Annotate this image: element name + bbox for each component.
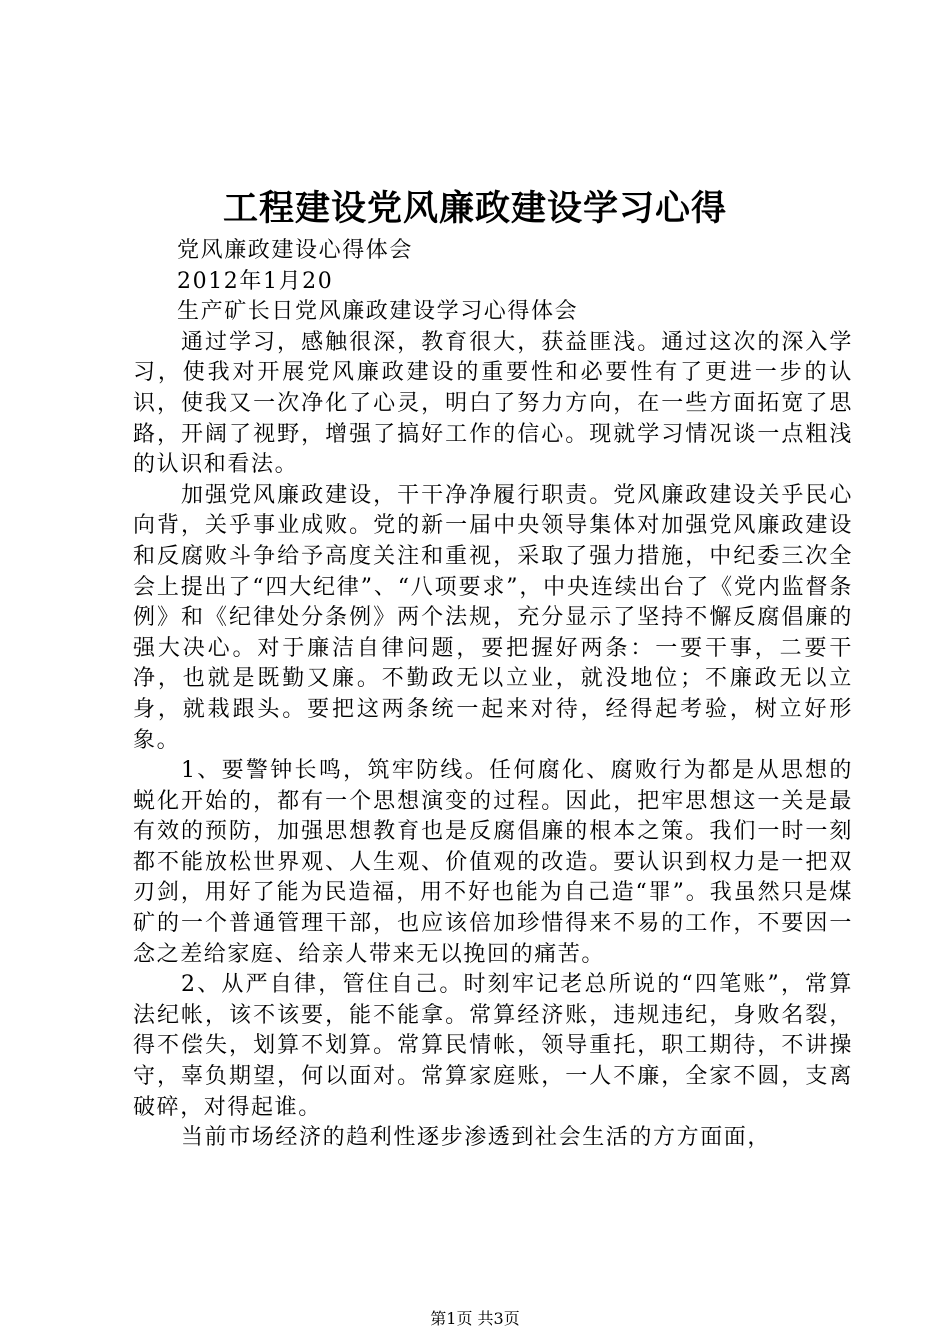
subtitle-line: 党风廉政建设心得体会 [177, 238, 414, 263]
paragraph-market-economy: 当前市场经济的趋利性逐步渗透到社会生活的方方面面， [181, 1125, 772, 1151]
document-body [133, 236, 853, 1154]
paragraph-point-2: 2、从严自律，管住自己。时刻牢记老总所说的“四笔账”，常算法纪帐，该不该要，能不能拿。常算经济账，违规违纪，身败名裂，得不偿失，划算不划算。常算民情帐，领导重托，职工期待，不讲操守，辜负期望，何以面对。常算家庭账，一人不廉，全家不圆，支离破碎，对得起谁。 [133, 972, 853, 1120]
paragraph-point-1: 1、要警钟长鸣，筑牢防线。任何腐化、腐败行为都是从思想的蜕化开始的，都有一个思想演变的过程。因此，把牢思想这一关是最有效的预防，加强思想教育也是反腐倡廉的根本之策。我们一时一刻都不能放松世界观、人生观、价值观的改造。要认识到权力是一把双刃剑，用好了能为民造福，用不好也能为自己造“罪”。我虽然只是煤矿的一个普通管理干部，也应该倍加珍惜得来不易的工作，不要因一念之差给家庭、给亲人带来无以挽回的痛苦。 [133, 758, 853, 967]
heading-line: 生产矿长日党风廉政建设学习心得体会 [177, 299, 579, 325]
paragraph-party-conduct: 加强党风廉政建设，干干净净履行职责。党风廉政建设关乎民心向背，关乎事业成败。党的新一届中央领导集体对加强党风廉政建设和反腐败斗争给予高度关注和重视，采取了强力措施，中纪委三次全会上提出了“四大纪律”、“八项要求”，中央连续出台了《党内监督条例》和《纪律处分条例》两个法规，充分显示了坚持不懈反腐倡廉的强大决心。对于廉洁自律问题，要把握好两条：一要干事，二要干净，也就是既勤又廉。不勤政无以立业，就没地位；不廉政无以立身，就栽跟头。要把这两条统一起来对待，经得起考验，树立好形象。 [133, 482, 853, 753]
page-number-footer: 第1页 共3页 [430, 1309, 520, 1328]
paragraph-intro: 通过学习，感触很深，教育很大，获益匪浅。通过这次的深入学习，使我对开展党风廉政建设的重要性和必要性有了更进一步的认识，使我又一次净化了心灵，明白了努力方向，在一些方面拓宽了思路，开阔了视野，增强了搞好工作的信心。现就学习情况谈一点粗浅的认识和看法。 [133, 329, 853, 478]
date-line: 2012年1月20 [177, 268, 334, 294]
document-title: 工程建设党风廉政建设学习心得 [222, 188, 727, 229]
